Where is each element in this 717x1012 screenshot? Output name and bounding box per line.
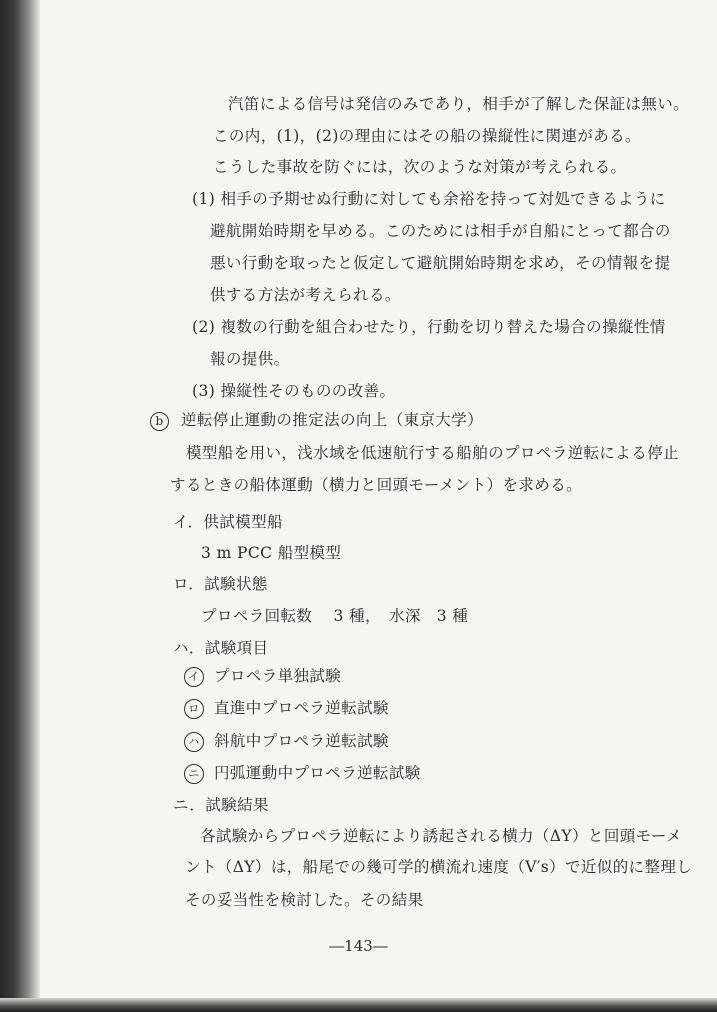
circled-marker-i: イ — [184, 667, 204, 687]
circled-marker-ro: ロ — [184, 699, 204, 719]
item-heading-ha: ハ．試験項目 — [173, 639, 269, 657]
text-line-5: 避航開始時期を早める。このためには相手が自船にとって都合の — [210, 222, 671, 240]
text-line-12: 模型船を用い，浅水域を低速航行する船舶のプロペラ逆転による停止 — [186, 444, 679, 462]
item-heading-i: イ．供試模型船 — [173, 513, 283, 531]
test-item-2: ロ 直進中プロペラ逆転試験 — [184, 698, 389, 719]
test-item-3: ハ 斜航中プロペラ逆転試験 — [184, 731, 389, 752]
text-line-2: この内，(1)，(2)の理由にはその船の操縦性に関連がある。 — [213, 127, 641, 145]
page-number: ―143― — [329, 937, 388, 955]
circled-marker-ni: ニ — [184, 764, 204, 784]
text-line-7: 供する方法が考えられる。 — [210, 286, 401, 304]
test-item-1: イ プロペラ単独試験 — [184, 666, 341, 687]
text-line-8: (2) 複数の行動を組合わせたり，行動を切り替えた場合の操縦性情 — [192, 318, 666, 336]
text-line-15: 3 m PCC 船型模型 — [201, 544, 342, 562]
text-line-25: ント（ΔY）は，船尾での幾可学的横流れ速度（V′s）で近似的に整理し — [185, 858, 693, 876]
circled-marker-ha: ハ — [184, 732, 204, 752]
section-heading-text: 逆転停止運動の推定法の向上（東京大学） — [181, 411, 484, 429]
text-line-1: 汽笛による信号は発信のみであり，相手が了解した保証は無い。 — [228, 95, 690, 113]
text-line-4: (1) 相手の予期せぬ行動に対しても余裕を持って対処できるように — [192, 190, 666, 208]
section-heading — [150, 410, 483, 431]
binding-shadow — [0, 0, 40, 1012]
item-heading-ro: ロ．試験状態 — [173, 575, 268, 593]
text-line-13: するときの船体運動（横力と回頭モーメント）を求める。 — [170, 476, 583, 494]
text-line-24: 各試験からプロペラ逆転により誘起される横力（ΔY）と回頭モーメ — [200, 827, 682, 845]
text-line-3: こうした事故を防ぐには，次のような対策が考えられる。 — [213, 158, 627, 176]
section-marker-b: b — [150, 412, 169, 431]
text-line-9: 報の提供。 — [210, 350, 290, 368]
text-line-17: プロペラ回転数 3 種， 水深 3 種 — [201, 607, 469, 625]
text-line-26: その妥当性を検討した。その結果 — [185, 891, 424, 909]
test-item-4: ニ 円弧運動中プロペラ逆転試験 — [184, 763, 421, 784]
text-line-6: 悪い行動を取ったと仮定して避航開始時期を求め，その情報を提 — [210, 254, 671, 272]
item-heading-ni: ニ．試験結果 — [173, 796, 269, 814]
text-line-10: (3) 操縦性そのものの改善。 — [192, 382, 396, 400]
page-bottom-edge — [0, 998, 717, 1012]
